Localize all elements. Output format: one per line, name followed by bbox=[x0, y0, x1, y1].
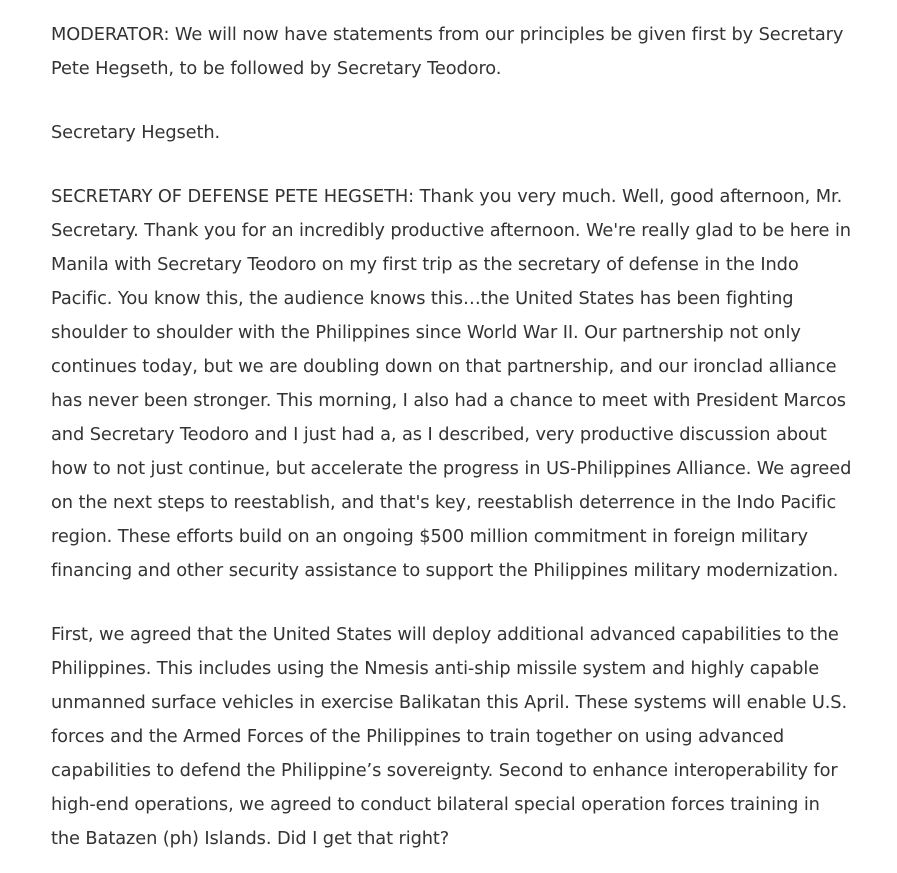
paragraph-hegseth-opening: SECRETARY OF DEFENSE PETE HEGSETH: Thank you very much. Well, good afternoon, Mr. Secretary. Thank you for an incredibly productive afternoon. We're really glad to be here in Manila with Secretary Teodoro on my first trip as the secretary of defense in the Indo Pacific. You know this, the audience knows this…the United States has been fighting shoulder to shoulder with the Philippines since World War II. Our partnership not only continues today, but we are doubling down on that partnership, and our ironclad alliance has never been stronger. This morning, I also had a chance to meet with President Marcos and Secretary Teodoro and I just had a, as I described, very productive discussion about how to not just continue, but accelerate the progress in US-Philippines Alliance. We agreed on the next steps to reestablish, and that's key, reestablish deterrence in the Indo Pacific region. These efforts build on an ongoing $500 million commitment in foreign military financing and other security assistance to support the Philippines military modernization. bbox=[51, 186, 852, 581]
paragraph-hegseth-capabilities: First, we agreed that the United States will deploy additional advanced capabilities to the Philippines. This includes using the Nmesis anti-ship missile system and highly capable unmanned surface vehicles in exercise Balikatan this April. These systems will enable U.S. forces and the Armed Forces of the Philippines to train together on using advanced capabilities to defend the Philippine’s sovereignty. Second to enhance interoperability for high-end operations, we agreed to conduct bilateral special operation forces training in the Batazen (ph) Islands. Did I get that right? bbox=[51, 624, 848, 849]
transcript-article bbox=[51, 18, 853, 856]
paragraph-moderator-intro: MODERATOR: We will now have statements from our principles be given first by Secretary Pete Hegseth, to be followed by Secretary Teodoro. bbox=[51, 24, 844, 79]
paragraph-moderator-call: Secretary Hegseth. bbox=[51, 122, 221, 143]
